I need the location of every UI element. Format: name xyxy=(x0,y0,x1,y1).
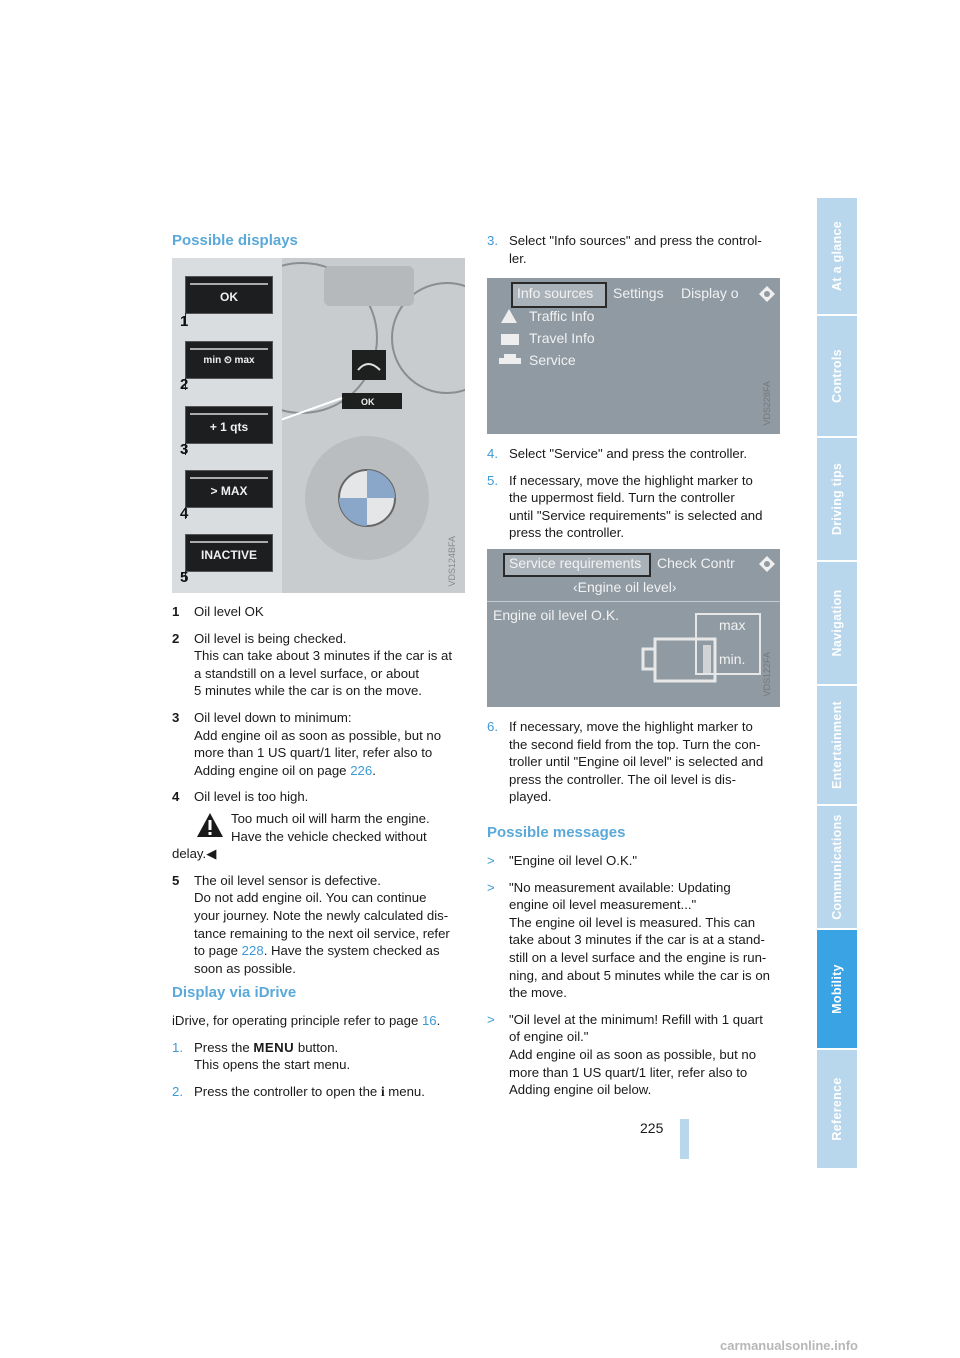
info-sources-screen xyxy=(487,278,780,434)
screen-tab-settings: Settings xyxy=(613,285,664,301)
list-item: > "Engine oil level O.K." xyxy=(487,853,638,868)
bullet-icon: > xyxy=(487,879,495,895)
travel-info-icon xyxy=(499,330,521,346)
screen-tab-info-sources: Info sources xyxy=(517,285,594,301)
heading-display-via-idrive: Display via iDrive xyxy=(172,984,297,1001)
step-6: 6. If necessary, move the highlight marker to the second field from the top. Turn the con- troller until "Engine oil level" is selected and press the controller. The oil level is dis- played. xyxy=(487,719,764,805)
page-link-228[interactable]: 228 xyxy=(241,943,264,959)
figure-code: VDS124BFA xyxy=(447,536,457,587)
tab-driving-tips[interactable]: Driving tips xyxy=(817,438,857,562)
screen-tab-service-requirements: Service requirements xyxy=(509,555,642,571)
gauge-min-label: min. xyxy=(719,651,746,667)
display-descriptions: 1 Oil level OK 2 Oil level is being checked. This can take about 3 minutes if the car is at a standstill on a level surface, or about 5 minutes while the car is on the move. 3 Oil level down to minimum: Add engine oil as soon as possible, but no more than 1 US quart/1 liter, refer also to Adding engine oil on page 226. 4 Oil level is too high. Too much oil will harm the engine. Have the vehicle checked without delay.◀ 5 The oil level sensor is defective. Do not add engine oil. You can continue your journey. Note the newly calculated dis- tance remaining to the next oil service, refer to page 228. Have the system checked as soon as possible. xyxy=(172,603,467,986)
page-number: 225 xyxy=(640,1120,664,1136)
bullet-icon: > xyxy=(487,1011,495,1027)
service-car-icon xyxy=(497,352,523,368)
menu-item-service: Service xyxy=(529,352,576,368)
list-item: 1 Oil level OK xyxy=(172,604,264,619)
menu-item-traffic-info: Traffic Info xyxy=(529,308,595,324)
figure-number-3: 3 xyxy=(180,441,189,458)
warning-note: Too much oil will harm the engine. Have the vehicle checked without xyxy=(172,810,467,845)
traffic-info-icon xyxy=(499,308,521,324)
section-tabs xyxy=(817,198,857,1170)
screen-tab-display: Display o xyxy=(681,285,739,301)
list-item: 3 Oil level down to minimum: Add engine oil as soon as possible, but no more than 1 US quart/1 liter, refer also to Adding engine oil on page 226. xyxy=(172,709,442,778)
screen-tab-check-control: Check Contr xyxy=(657,555,735,571)
service-requirements-screen xyxy=(487,549,780,707)
warning-triangle-icon xyxy=(196,812,224,838)
menu-key-label: MENU xyxy=(253,1039,295,1055)
tab-at-a-glance[interactable]: At a glance xyxy=(817,198,857,316)
list-item: > "No measurement available: Updating engine oil level measurement..." The engine oil level is measured. This can take about 3 minutes if the car is at a stand- still on a level surface and the engine is run- ning, and about 5 minutes while the car is on the move. xyxy=(487,879,770,1001)
idrive-steps: iDrive, for operating principle refer to page 16. 1. Press the MENU button. This opens the start menu. 2. Press the controller to open the i menu. xyxy=(172,1012,467,1109)
tab-mobility[interactable]: Mobility xyxy=(817,930,857,1050)
oil-status-text: Engine oil level O.K. xyxy=(493,607,620,623)
display-inactive: INACTIVE xyxy=(185,534,273,572)
end-marker-icon: ◀ xyxy=(206,846,217,862)
step-3: 3. Select "Info sources" and press the control- ler. xyxy=(487,233,762,266)
tab-controls[interactable]: Controls xyxy=(817,316,857,438)
controller-direction-icon xyxy=(757,284,777,304)
info-menu-icon: i xyxy=(380,1083,385,1099)
cluster-illustration xyxy=(282,258,465,593)
screen1-code: VDS228FA xyxy=(762,381,772,426)
tab-communications[interactable]: Communications xyxy=(817,806,857,930)
list-item: 1. Press the MENU button. This opens the start menu. xyxy=(172,1039,351,1073)
page-number-bar xyxy=(680,1119,689,1159)
controller-direction-icon xyxy=(757,554,777,574)
engine-oil-level-field: ‹Engine oil level› xyxy=(573,579,677,595)
page-link-16[interactable]: 16 xyxy=(421,1013,437,1028)
display-add-quart: + 1 qts xyxy=(185,406,273,444)
site-watermark: carmanualsonline.info xyxy=(720,1338,858,1353)
steps-4-5: 4. Select "Service" and press the controller. 5. If necessary, move the highlight marker to the uppermost field. Turn the controller until "Service requirements" is selected and press the controller. xyxy=(487,446,763,541)
heading-possible-messages: Possible messages xyxy=(487,824,626,841)
messages-list xyxy=(487,852,782,1108)
display-checking: min ⏲ max xyxy=(185,341,273,379)
tab-entertainment[interactable]: Entertainment xyxy=(817,686,857,806)
tab-reference[interactable]: Reference xyxy=(817,1050,857,1170)
bullet-icon: > xyxy=(487,853,495,868)
oil-level-displays-figure xyxy=(172,258,465,593)
heading-possible-displays: Possible displays xyxy=(172,232,298,249)
page-link-226[interactable]: 226 xyxy=(350,762,373,778)
tab-navigation[interactable]: Navigation xyxy=(817,562,857,686)
gauge-max-label: max xyxy=(719,617,746,633)
list-item: 2 Oil level is being checked. This can take about 3 minutes if the car is at a standstill on a level surface, or about 5 minutes while the car is on the move. xyxy=(172,630,453,699)
cluster-ok-label: OK xyxy=(361,397,375,407)
figure-number-2: 2 xyxy=(180,376,189,393)
list-item: 2. Press the controller to open the i menu. xyxy=(172,1083,425,1099)
instrument-cluster-image xyxy=(282,258,465,593)
list-item: > "Oil level at the minimum! Refill with 1 quart of engine oil." Add engine oil as soon as possible, but no more than 1 US quart/1 liter, refer also to Adding engine oil below. xyxy=(487,1011,763,1098)
figure-number-1: 1 xyxy=(180,313,189,330)
screen2-code: VDS122FA xyxy=(762,652,772,697)
figure-number-5: 5 xyxy=(180,569,189,586)
figure-number-4: 4 xyxy=(180,505,189,522)
display-too-high: > MAX xyxy=(185,470,273,508)
list-item: 5 The oil level sensor is defective. Do not add engine oil. You can continue your journey. Note the newly calculated dis- tance remaining to the next oil service, refer to page 228. Have the system checked as soon as possible. xyxy=(172,872,450,976)
list-item: 4 Oil level is too high. xyxy=(172,789,309,805)
menu-item-travel-info: Travel Info xyxy=(529,330,595,346)
display-ok: OK xyxy=(185,276,273,314)
